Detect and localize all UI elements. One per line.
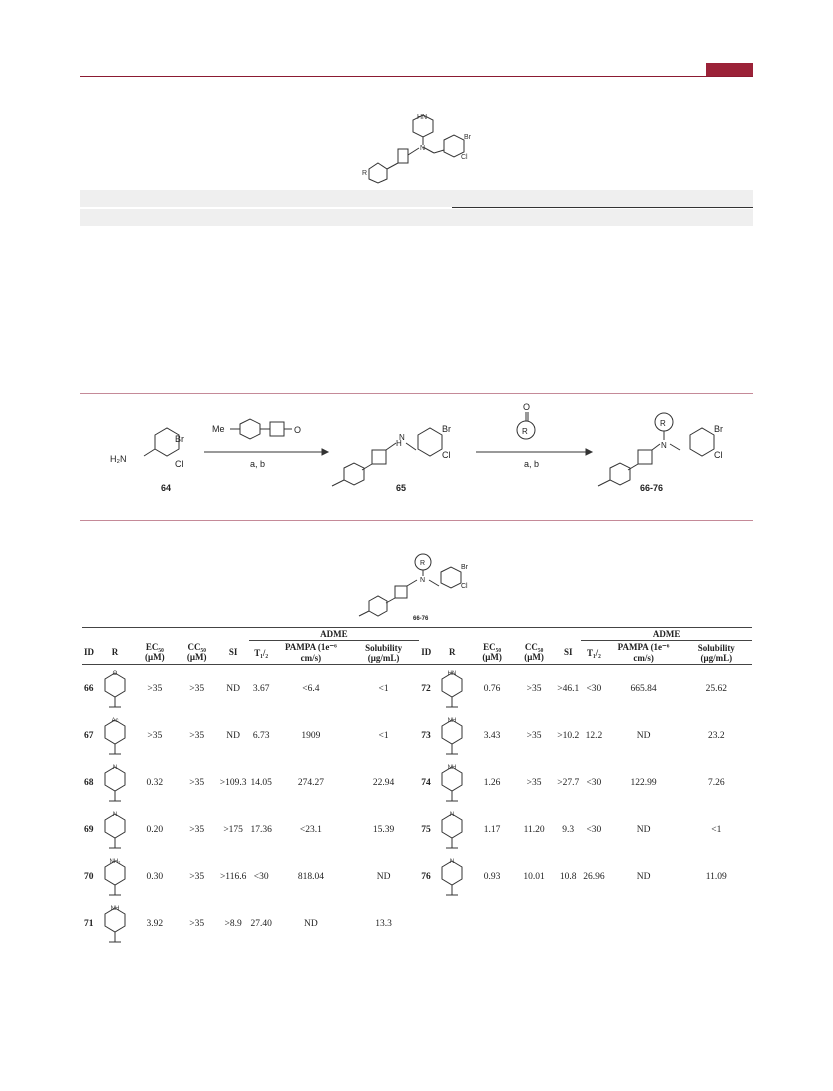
solubility-value: 7.26 (707, 777, 725, 788)
table-row (82, 853, 752, 900)
cc50-value: >35 (189, 918, 205, 929)
ec50-value: 1.26 (483, 777, 501, 788)
r-group-structure (98, 712, 132, 756)
compound-id: 68 (84, 777, 94, 788)
pampa-value: ND (636, 730, 651, 741)
pampa-value: ND (304, 918, 318, 929)
compound-id: 76 (421, 871, 431, 882)
br-label: Br (464, 134, 471, 141)
cc50-value: >35 (189, 777, 205, 788)
col-cc50: CC₅₀ (μM) (186, 642, 207, 663)
t12-value: <30 (586, 683, 602, 694)
ec50-value: 3.92 (146, 918, 164, 929)
compound-id: 72 (421, 683, 431, 694)
br-label-65: Br (442, 424, 451, 434)
table-row (82, 712, 752, 759)
cc50-value: >35 (189, 730, 205, 741)
col-t12-2: T₁/₂ (586, 647, 601, 658)
ec50-value: 1.17 (483, 824, 501, 835)
cl-label-product: Cl (714, 450, 723, 460)
empty-cell (419, 900, 433, 947)
o-label: O (294, 425, 302, 435)
solubility-value: <1 (378, 683, 389, 694)
col-si-2: SI (563, 647, 573, 658)
compound-64-label: 64 (161, 483, 172, 493)
table-header-rule (452, 207, 753, 208)
scheme-bottom-rule (80, 520, 753, 521)
t12-value: <30 (586, 777, 602, 788)
r-group-structure (98, 759, 132, 803)
pampa-value: 274.27 (297, 777, 324, 788)
ec50-value: 0.32 (146, 777, 164, 788)
solubility-value: 11.09 (705, 871, 727, 882)
ec50-value: 3.43 (483, 730, 501, 741)
r-group-atom-label: NH₂ (109, 859, 121, 865)
col-pampa-2: PAMPA (1e⁻⁶ cm/s) (617, 642, 670, 663)
solubility-value: 25.62 (705, 683, 727, 694)
r-group-structure (98, 853, 132, 897)
r-group-structure (435, 665, 469, 709)
si-value: 9.3 (562, 824, 575, 835)
ec50-value: >35 (147, 730, 163, 741)
ec50-value: 0.20 (146, 824, 164, 835)
col-t12: T₁/₂ (254, 647, 269, 658)
col-ec50-2: EC₅₀ (μM) (482, 642, 502, 663)
r-group-cell (96, 665, 134, 713)
r-group-cell (433, 806, 471, 853)
r-group-atom-label: N (450, 859, 455, 865)
n-label-table: N (420, 577, 426, 584)
br-label-64: Br (175, 434, 184, 444)
r-group-atom-label: HN (447, 671, 457, 677)
pampa-value: ND (636, 871, 651, 882)
compound-65-label: 65 (396, 483, 407, 493)
solubility-value: 23.2 (707, 730, 725, 741)
h-label-65: H (396, 439, 402, 448)
col-r: R (111, 647, 119, 658)
cc50-value: >35 (189, 683, 205, 694)
col-solubility: Solubility (μg/mL) (365, 642, 403, 663)
compound-id: 75 (421, 824, 431, 835)
cc50-value: 11.20 (523, 824, 545, 835)
pampa-value: 665.84 (630, 683, 657, 694)
cc50-value: >35 (526, 777, 542, 788)
r-group-structure (98, 806, 132, 850)
si-value: 10.8 (559, 871, 577, 882)
r-group-cell (433, 665, 471, 713)
r-label: R (362, 170, 368, 177)
empty-cell (513, 900, 555, 947)
r-group-atom-label: N (112, 812, 118, 818)
br-label-table: Br (461, 564, 468, 571)
compound-id: 70 (84, 871, 94, 882)
r-group-atom-label: N (112, 765, 118, 771)
table-row (82, 806, 752, 853)
br-label-product: Br (714, 424, 723, 434)
col-cc50-2: CC₅₀ (μM) (524, 642, 544, 663)
t12-value: 3.67 (252, 683, 270, 694)
col-si: SI (228, 647, 238, 658)
pampa-value: ND (636, 824, 651, 835)
r-group-atom-label: NH (447, 718, 457, 724)
h2n-label: H₂N (110, 454, 127, 464)
r-group-cell (96, 853, 134, 900)
r-group-atom-label: Ac (111, 718, 119, 724)
ec50-value: 0.93 (483, 871, 501, 882)
solubility-value: 15.39 (372, 824, 395, 835)
pampa-value: <6.4 (302, 683, 320, 694)
solubility-value: <1 (378, 730, 389, 741)
ec50-value: >35 (147, 683, 163, 694)
ketone-o-label: O (523, 402, 531, 412)
col-id: ID (84, 647, 95, 658)
col-id-2: ID (421, 647, 432, 658)
col-ec50: EC₅₀ (μM) (145, 642, 165, 663)
table-subheader-band (80, 209, 753, 226)
compound-66-76-label: 66-76 (640, 483, 664, 493)
compound-id: 74 (421, 777, 431, 788)
empty-cell (471, 900, 513, 947)
compound-id: 66 (84, 683, 94, 694)
t12-value: <30 (586, 824, 602, 835)
empty-cell (607, 900, 681, 947)
conditions-2: a, b (524, 459, 540, 469)
col-solubility-2: Solubility (μg/mL) (697, 642, 735, 663)
r-group-structure (98, 665, 132, 709)
compound-id: 67 (84, 730, 94, 741)
cc50-value: >35 (526, 683, 542, 694)
r-group-cell (96, 806, 134, 853)
pampa-value: 122.99 (630, 777, 657, 788)
n-label: N (420, 145, 426, 152)
conditions-1: a, b (250, 459, 266, 469)
si-value: >46.1 (557, 683, 580, 694)
empty-cell (681, 900, 752, 947)
cl-label: Cl (461, 154, 468, 161)
r-group-structure (435, 806, 469, 850)
compound-id: 73 (421, 730, 431, 741)
r-group-cell (96, 900, 134, 947)
table-row (82, 900, 752, 947)
ec50-value: 0.76 (483, 683, 501, 694)
cc50-value: >35 (526, 730, 542, 741)
table-row (82, 759, 752, 806)
t12-value: 12.2 (585, 730, 603, 741)
pampa-value: 818.04 (297, 871, 324, 882)
si-value: >27.7 (557, 777, 580, 788)
col-pampa: PAMPA (1e⁻⁶ cm/s) (284, 642, 337, 663)
cl-label-64: Cl (175, 459, 184, 469)
pampa-value: <23.1 (299, 824, 322, 835)
r-group-cell (433, 853, 471, 900)
r-group-atom-label: NH (447, 765, 457, 771)
cc50-value: >35 (189, 824, 205, 835)
synthesis-scheme (100, 400, 740, 510)
adme-header-left: ADME (249, 628, 420, 641)
adme-header-right: ADME (581, 628, 752, 641)
r-group-cell (96, 712, 134, 759)
ketone-r-label: R (522, 427, 528, 436)
cl-label-table: Cl (461, 583, 468, 590)
r-group-structure (435, 853, 469, 897)
solubility-value: ND (376, 871, 391, 882)
me-label: Me (212, 424, 225, 434)
r-group-structure (435, 712, 469, 756)
n-label-product: N (661, 441, 667, 450)
empty-cell (433, 900, 471, 947)
si-value: >10.2 (557, 730, 580, 741)
r-group-structure (435, 759, 469, 803)
r-group-atom-label: N (450, 812, 455, 818)
compound-id: 69 (84, 824, 94, 835)
header-tab (706, 63, 753, 77)
si-value: >175 (223, 824, 243, 835)
n-label-65: N (399, 433, 405, 442)
cc50-value: 10.01 (523, 871, 545, 882)
table-header-band (80, 190, 753, 207)
t12-value: 6.73 (252, 730, 270, 741)
table-row (82, 665, 752, 713)
si-value: >109.3 (219, 777, 247, 788)
t12-value: <30 (253, 871, 269, 882)
sar-table (82, 627, 752, 947)
r-group-cell (433, 712, 471, 759)
empty-cell (581, 900, 606, 947)
r-label-table: R (420, 560, 426, 567)
r-group-cell (433, 759, 471, 806)
header-rule (80, 76, 753, 77)
pampa-value: 1909 (301, 730, 321, 741)
table-structure (355, 550, 495, 622)
product-r-label: R (660, 419, 666, 428)
ec50-value: 0.30 (146, 871, 164, 882)
compound-range-label: 66-76 (413, 616, 429, 622)
empty-cell (555, 900, 581, 947)
col-r-2: R (449, 647, 456, 658)
t12-value: 17.36 (250, 824, 272, 835)
si-value: ND (226, 683, 240, 694)
t12-value: 14.05 (250, 777, 272, 788)
si-value: >116.6 (219, 871, 247, 882)
solubility-value: 22.94 (372, 777, 395, 788)
r-group-atom-label: NH (110, 906, 120, 912)
r-group-atom-label: O (112, 671, 118, 677)
r-group-cell (96, 759, 134, 806)
t12-value: 27.40 (250, 918, 272, 929)
top-structure (360, 105, 500, 185)
si-value: ND (226, 730, 240, 741)
solubility-value: <1 (711, 824, 722, 835)
cl-label-65: Cl (442, 450, 451, 460)
solubility-value: 13.3 (375, 918, 392, 929)
compound-id: 71 (84, 918, 94, 929)
t12-value: 26.96 (583, 871, 605, 882)
scheme-top-rule (80, 393, 753, 394)
si-value: >8.9 (224, 918, 242, 929)
cc50-value: >35 (189, 871, 205, 882)
hn-label: HN (417, 114, 428, 121)
r-group-structure (98, 900, 132, 944)
